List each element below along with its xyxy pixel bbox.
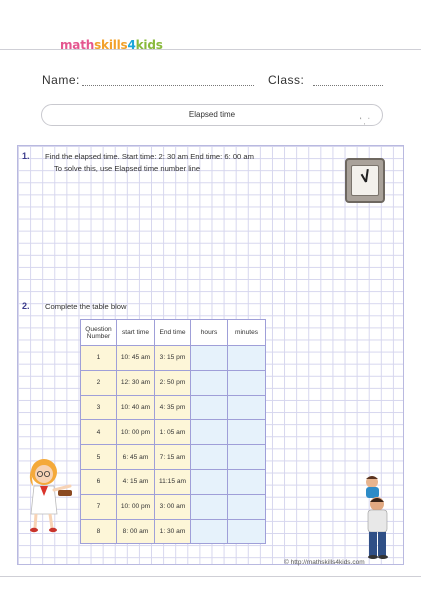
table-row <box>81 395 266 420</box>
table-row <box>81 420 266 445</box>
row-minutes-answer[interactable] <box>228 370 266 395</box>
row-hours-answer[interactable] <box>191 370 228 395</box>
question-2-number: 2. <box>22 301 30 311</box>
decorative-marks: ʻ ˌ ˈ <box>360 118 371 125</box>
row-start-time: 4: 15 am <box>117 469 155 494</box>
row-minutes-answer[interactable] <box>228 346 266 371</box>
header-minutes: minutes <box>228 320 266 346</box>
row-minutes-answer[interactable] <box>228 519 266 544</box>
row-end-time: 1: 30 am <box>155 519 191 544</box>
father-child-illustration <box>358 474 396 560</box>
table-row <box>81 370 266 395</box>
row-end-time: 3: 00 am <box>155 494 191 519</box>
header-divider <box>0 49 421 50</box>
row-number: 2 <box>81 370 117 395</box>
row-minutes-answer[interactable] <box>228 395 266 420</box>
row-start-time: 10: 40 am <box>117 395 155 420</box>
question-1-text: Find the elapsed time. Start time: 2: 30 am End time: 6: 00 am <box>45 152 254 161</box>
header-question-number: Question Number <box>81 320 117 346</box>
table-row <box>81 519 266 544</box>
footer-divider <box>0 576 421 577</box>
header-hours: hours <box>191 320 228 346</box>
row-hours-answer[interactable] <box>191 445 228 470</box>
copyright-footer[interactable]: © http://mathskills4kids.com <box>284 559 365 566</box>
class-field-line[interactable] <box>313 85 383 86</box>
row-end-time: 7: 15 am <box>155 445 191 470</box>
row-minutes-answer[interactable] <box>228 445 266 470</box>
row-minutes-answer[interactable] <box>228 494 266 519</box>
row-hours-answer[interactable] <box>191 494 228 519</box>
row-start-time: 6: 45 am <box>117 445 155 470</box>
row-start-time: 10: 45 am <box>117 346 155 371</box>
table-row <box>81 469 266 494</box>
class-label: Class: <box>268 73 305 87</box>
name-label: Name: <box>42 73 80 87</box>
question-1-hint: To solve this, use Elapsed time number line <box>54 164 201 173</box>
row-hours-answer[interactable] <box>191 420 228 445</box>
row-number: 6 <box>81 469 117 494</box>
clock-face <box>351 165 379 196</box>
row-number: 1 <box>81 346 117 371</box>
row-start-time: 10: 00 pm <box>117 494 155 519</box>
wall-clock-icon <box>345 158 385 203</box>
header-end-time: End time <box>155 320 191 346</box>
row-minutes-answer[interactable] <box>228 469 266 494</box>
row-start-time: 10: 00 pm <box>117 420 155 445</box>
row-hours-answer[interactable] <box>191 395 228 420</box>
row-number: 5 <box>81 445 117 470</box>
row-end-time: 11:15 am <box>155 469 191 494</box>
table-row <box>81 445 266 470</box>
row-number: 7 <box>81 494 117 519</box>
row-hours-answer[interactable] <box>191 519 228 544</box>
row-end-time: 1: 05 am <box>155 420 191 445</box>
row-number: 4 <box>81 420 117 445</box>
header-start-time: start time <box>117 320 155 346</box>
table-header-row <box>81 320 266 346</box>
name-field-line[interactable] <box>82 85 254 86</box>
row-end-time: 3: 15 pm <box>155 346 191 371</box>
row-hours-answer[interactable] <box>191 469 228 494</box>
table-row <box>81 346 266 371</box>
row-number: 8 <box>81 519 117 544</box>
row-end-time: 4: 35 pm <box>155 395 191 420</box>
question-1-number: 1. <box>22 151 30 161</box>
row-minutes-answer[interactable] <box>228 420 266 445</box>
worksheet-title-box <box>41 104 383 126</box>
brand-logo: mathskills4kids <box>60 38 163 52</box>
question-2-text: Complete the table blow <box>45 302 127 311</box>
teacher-illustration <box>22 456 80 534</box>
row-end-time: 2: 50 pm <box>155 370 191 395</box>
table-row <box>81 494 266 519</box>
row-number: 3 <box>81 395 117 420</box>
row-hours-answer[interactable] <box>191 346 228 371</box>
worksheet-title: Elapsed time <box>188 110 236 119</box>
row-start-time: 12: 30 am <box>117 370 155 395</box>
elapsed-time-table <box>80 319 266 544</box>
row-start-time: 8: 00 am <box>117 519 155 544</box>
